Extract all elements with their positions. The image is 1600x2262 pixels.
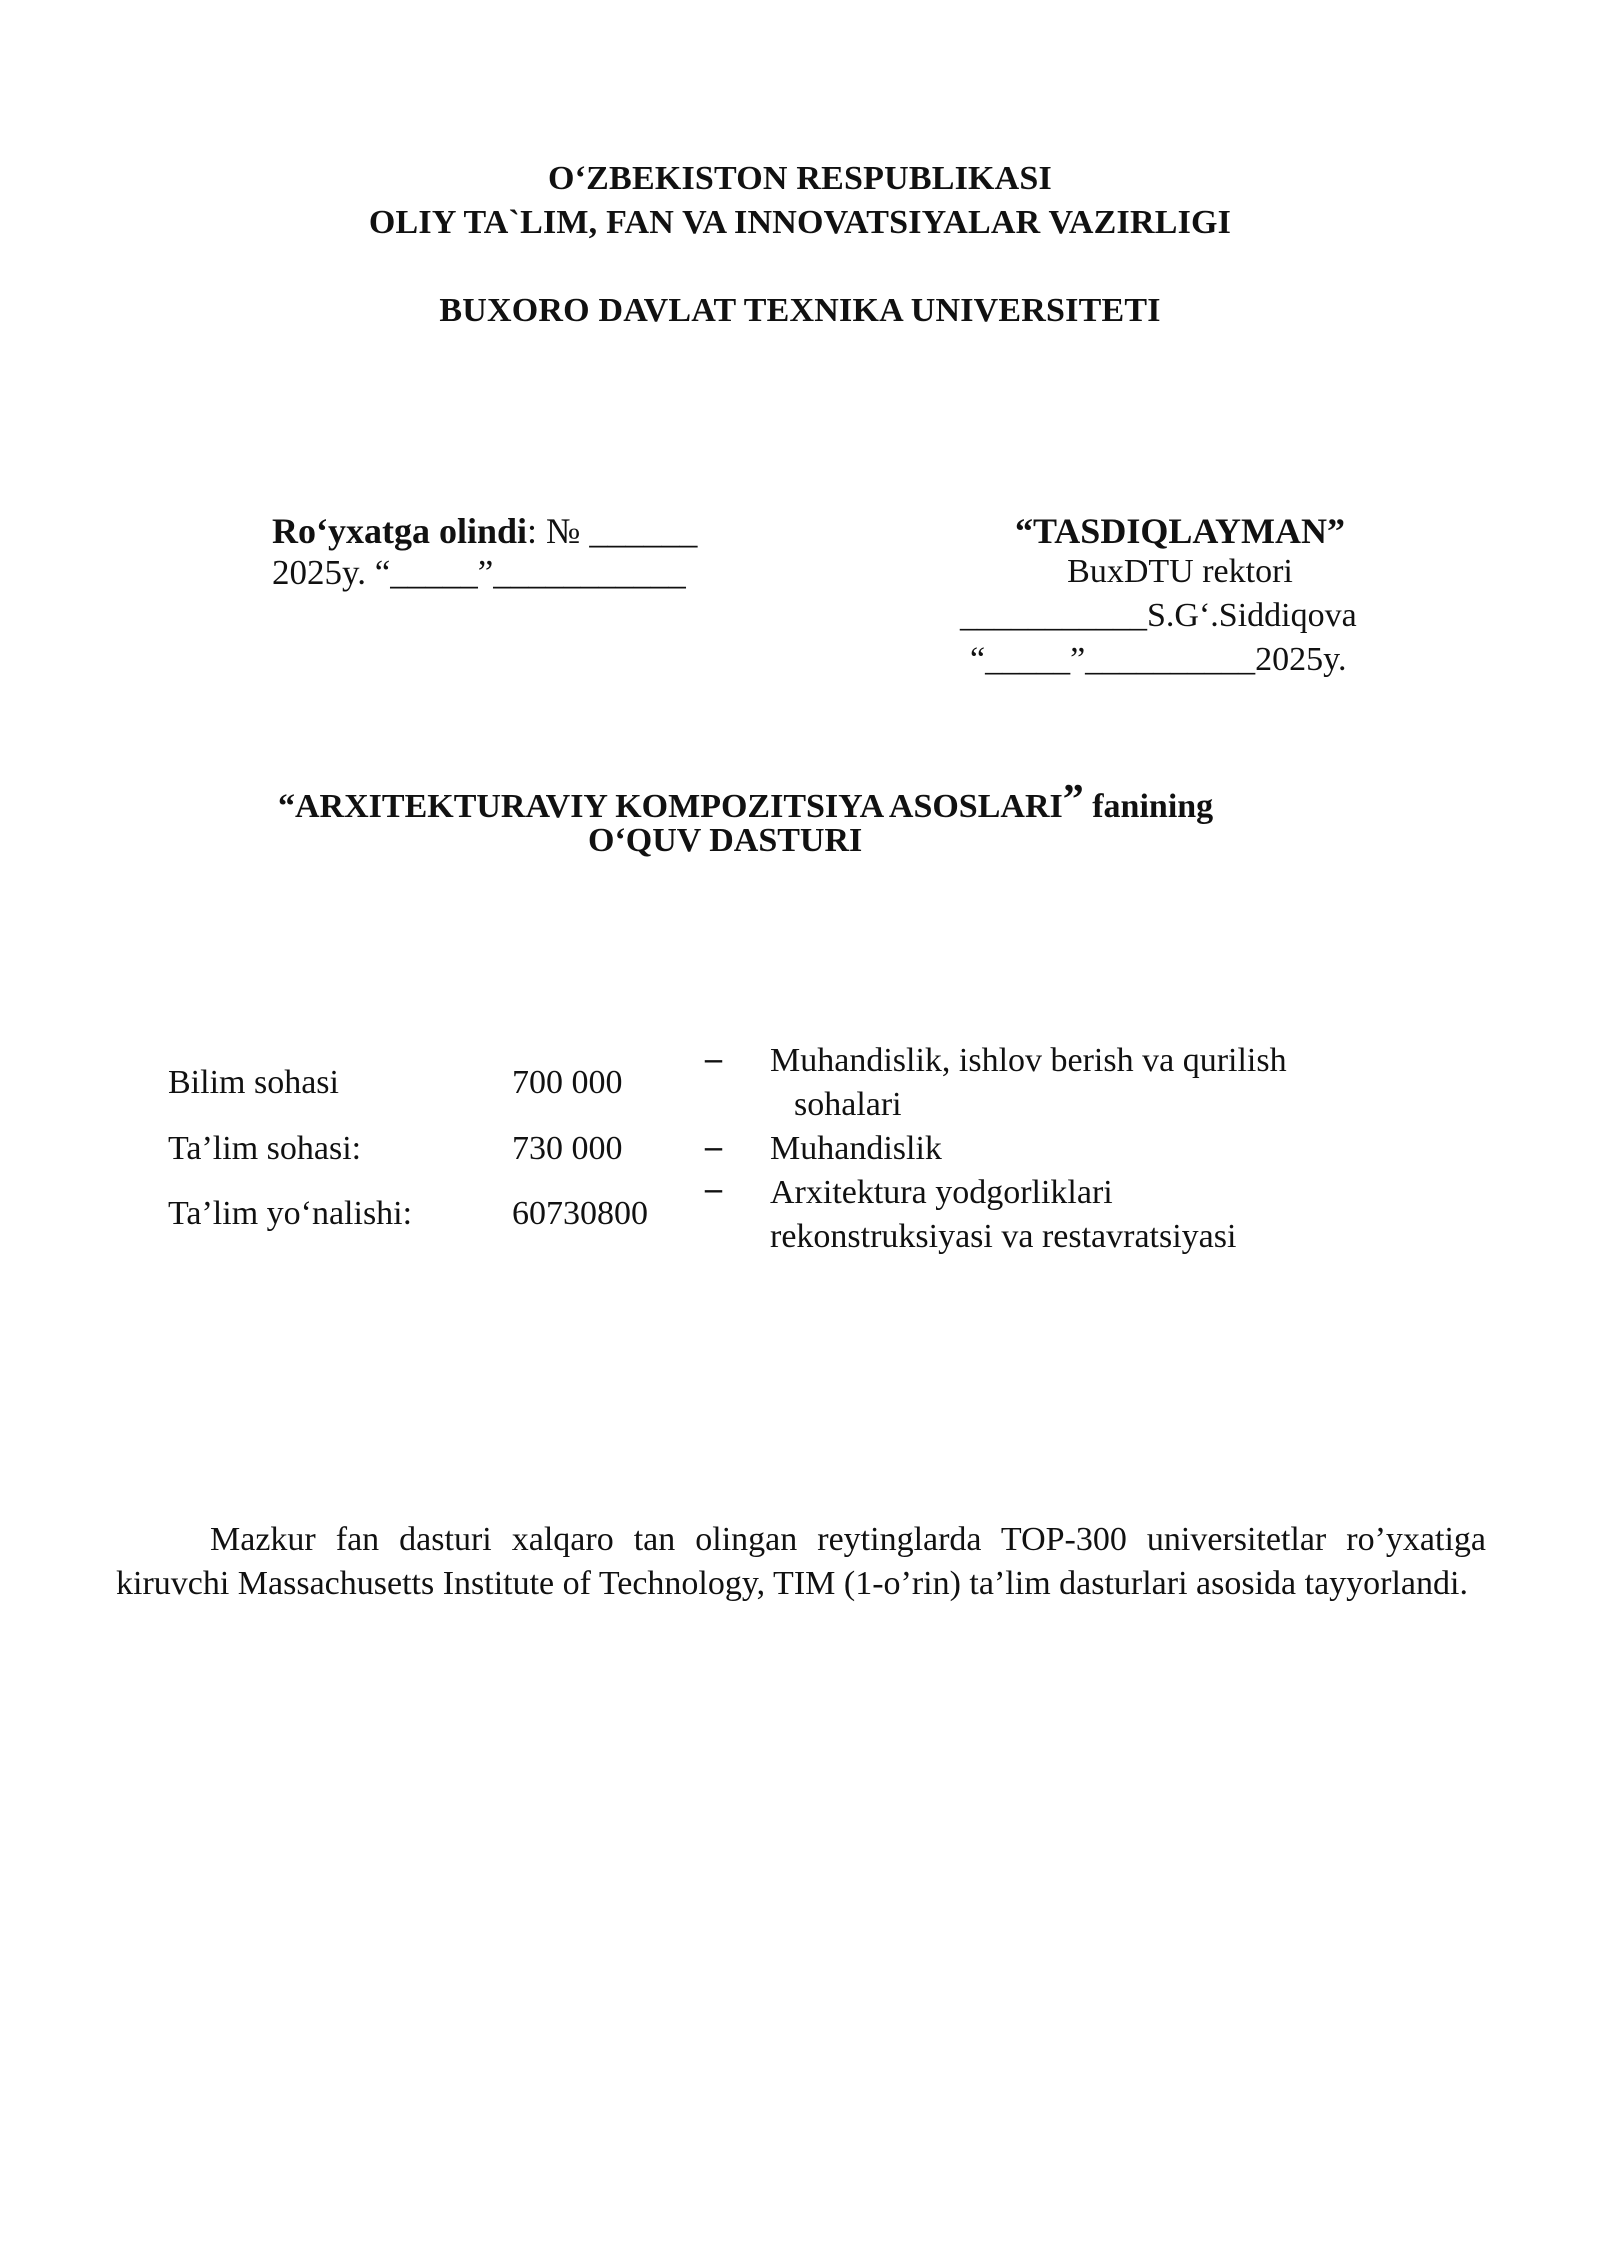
program-note: Mazkur fan dasturi xalqaro tan olingan reytinglarda TOP-300 universitetlar ro’yxatiga kiruvchi Massachusetts Institute of Technology, TIM (1-o’rin) ta’lim dasturlari asosida tayyorlandi.: [116, 1521, 1486, 1602]
title-close-quote: ”: [1062, 777, 1084, 823]
title-open-quote: “: [278, 788, 295, 825]
registration-line: [272, 510, 697, 552]
registration-date: 2025y. “_____”___________: [272, 553, 686, 592]
title-subject: ARXITEKTURAVIY KOMPOZITSIYA ASOSLARI: [295, 788, 1063, 825]
classification-dash: –: [705, 1040, 722, 1077]
document-title-line1: [278, 776, 1213, 826]
document-title-line2: O‘QUV DASTURI: [588, 822, 863, 859]
classification-label: Ta’lim yo‘nalishi:: [168, 1195, 413, 1232]
approval-position: BuxDTU rektori: [1067, 553, 1293, 590]
title-suffix: fanining: [1092, 788, 1214, 825]
registration-number-prefix: : №: [527, 511, 581, 551]
classification-desc-line2: sohalari: [794, 1086, 902, 1123]
ministry-line1: O‘ZBEKISTON RESPUBLIKASI: [548, 160, 1052, 197]
approval-date: “_____”__________2025y.: [970, 641, 1347, 678]
classification-code: 700 000: [512, 1064, 623, 1101]
classification-label: Bilim sohasi: [168, 1064, 339, 1101]
classification-desc-line2: rekonstruksiyasi va restavratsiyasi: [770, 1218, 1237, 1255]
classification-desc-line1: Arxitektura yodgorliklari: [770, 1174, 1113, 1211]
registration-label: Ro‘yxatga olindi: [272, 511, 528, 551]
university-name: BUXORO DAVLAT TEXNIKA UNIVERSITETI: [439, 292, 1161, 329]
approval-signature: ___________S.G‘.Siddiqova: [960, 597, 1357, 634]
classification-dash: –: [705, 1128, 722, 1165]
ministry-line2: OLIY TA`LIM, FAN VA INNOVATSIYALAR VAZIRLIGI: [368, 204, 1232, 241]
classification-code: 60730800: [512, 1195, 648, 1232]
approval-title: “TASDIQLAYMAN”: [1014, 511, 1346, 551]
classification-dash: –: [705, 1170, 722, 1207]
registration-number-blank: ______: [589, 511, 698, 551]
classification-code: 730 000: [512, 1130, 623, 1167]
classification-desc-line1: Muhandislik, ishlov berish va qurilish: [770, 1042, 1287, 1079]
classification-label: Ta’lim sohasi:: [168, 1130, 362, 1167]
classification-desc-line1: Muhandislik: [770, 1130, 942, 1167]
